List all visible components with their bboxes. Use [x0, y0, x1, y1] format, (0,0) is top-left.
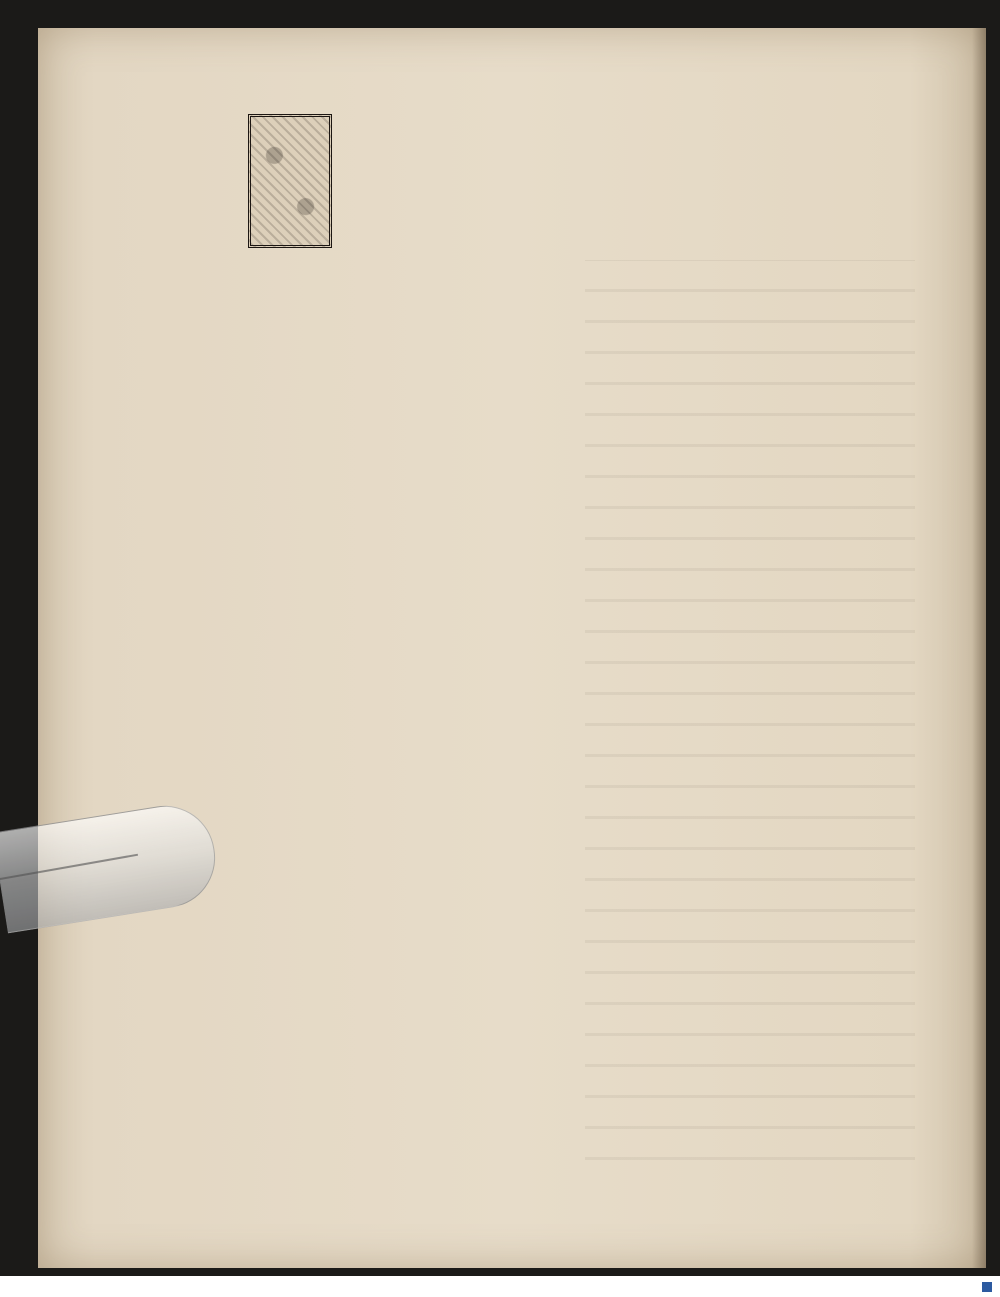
page-edge-shadow — [972, 28, 986, 1268]
footer-bar — [0, 1276, 1000, 1297]
page-text — [250, 92, 910, 112]
show-through-text — [585, 260, 915, 1160]
dfg-logo — [982, 1282, 994, 1292]
decorated-initial — [248, 114, 332, 248]
dfg-logo-icon — [982, 1282, 992, 1292]
